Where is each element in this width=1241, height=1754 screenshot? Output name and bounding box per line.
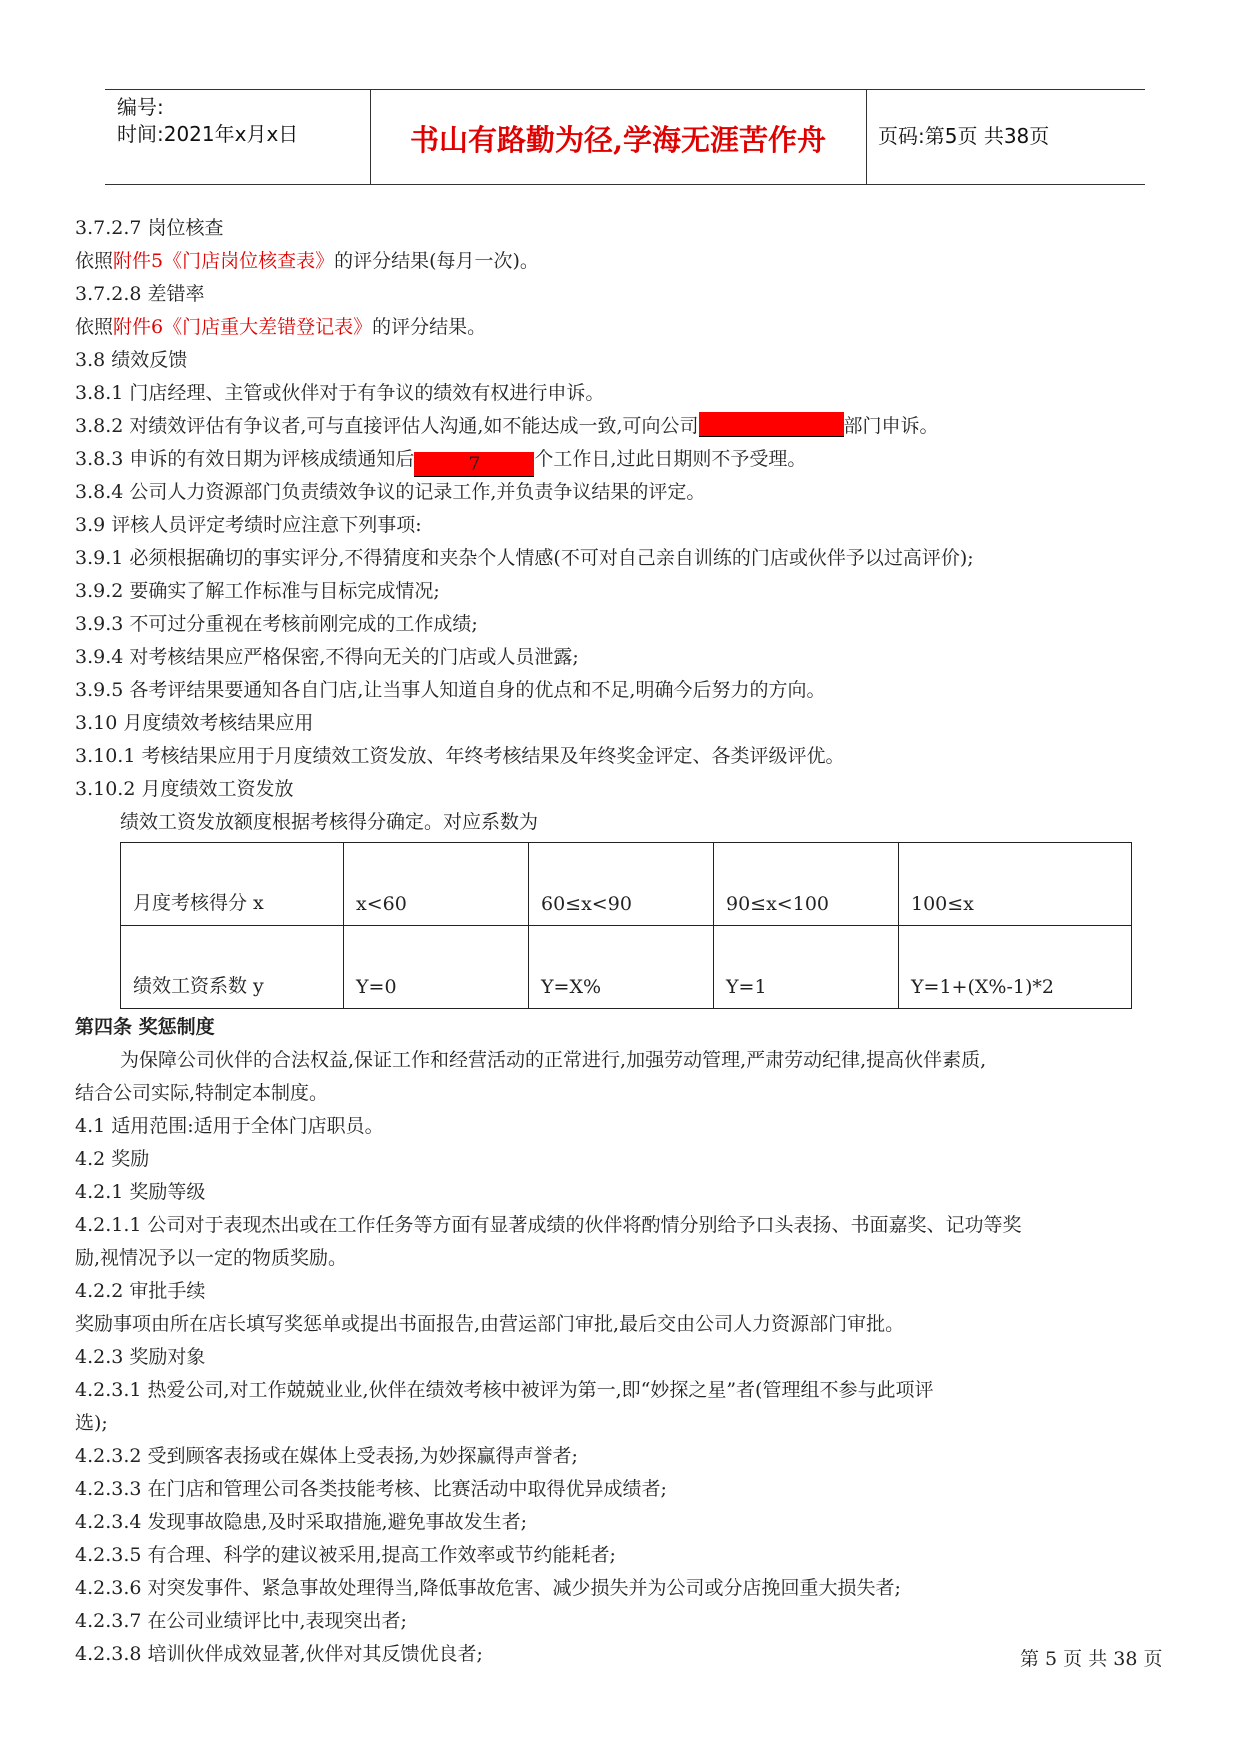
clause-3-8-4: 3.8.4 公司人力资源部门负责绩效争议的记录工作,并负责争议结果的评定。 xyxy=(75,481,706,503)
clause-3-9-5: 3.9.5 各考评结果要通知各自门店,让当事人知道自身的优点和不足,明确今后努力的方向。 xyxy=(75,679,826,701)
section-4-intro: 为保障公司伙伴的合法权益,保证工作和经营活动的正常进行,加强劳动管理,严肃劳动纪律,提高伙伴素质, xyxy=(120,1049,987,1071)
redacted-department-field xyxy=(699,412,844,437)
document-body xyxy=(75,212,1175,1671)
clause-3-8-1: 3.8.1 门店经理、主管或伙伴对于有争议的绩效有权进行申诉。 xyxy=(75,382,605,404)
header-middle-cell xyxy=(370,90,867,184)
heading-3-7-2-8: 3.7.2.8 差错率 xyxy=(75,283,205,305)
clause-3-10-1: 3.10.1 考核结果应用于月度绩效工资发放、年终考核结果及年终奖金评定、各类评级评优。 xyxy=(75,745,845,767)
heading-4-2: 4.2 奖励 xyxy=(75,1148,150,1170)
clause-4-2-3-8: 4.2.3.8 培训伙伴成效显著,伙伴对其反馈优良者; xyxy=(75,1643,483,1665)
table-cell: 90≤x<100 xyxy=(714,843,899,926)
document-number-label: 编号: xyxy=(117,95,164,119)
clause-3-10-2: 3.10.2 月度绩效工资发放 xyxy=(75,778,294,800)
text-segment: 3.8.3 申诉的有效日期为评核成绩通知后 xyxy=(75,448,415,470)
clause-4-2-3-7: 4.2.3.7 在公司业绩评比中,表现突出者; xyxy=(75,1610,407,1632)
clause-3-9-3: 3.9.3 不可过分重视在考核前刚完成的工作成绩; xyxy=(75,613,478,635)
heading-3-9: 3.9 评核人员评定考绩时应注意下列事项: xyxy=(75,514,422,536)
header-page-number: 页码:第5页 共38页 xyxy=(878,124,1050,148)
page-header xyxy=(105,89,1145,185)
clause-3-9-2: 3.9.2 要确实了解工作标准与目标完成情况; xyxy=(75,580,440,602)
table-cell: Y=X% xyxy=(529,926,714,1009)
clause-4-2-3-5: 4.2.3.5 有合理、科学的建议被采用,提高工作效率或节约能耗者; xyxy=(75,1544,616,1566)
clause-3-8-3 xyxy=(75,443,1175,476)
attachment-5-reference: 附件5《门店岗位核查表》 xyxy=(113,250,335,272)
heading-4-2-3: 4.2.3 奖励对象 xyxy=(75,1346,206,1368)
redacted-days-field: 7 xyxy=(414,452,534,477)
header-motto: 书山有路勤为径,学海无涯苦作舟 xyxy=(409,123,827,157)
heading-4-2-2: 4.2.2 审批手续 xyxy=(75,1280,206,1302)
clause-4-2-1-1-cont: 励,视情况予以一定的物质奖励。 xyxy=(75,1247,348,1269)
clause-4-2-3-4: 4.2.3.4 发现事故隐患,及时采取措施,避免事故发生者; xyxy=(75,1511,527,1533)
coefficient-intro: 绩效工资发放额度根据考核得分确定。对应系数为 xyxy=(120,811,539,833)
clause-3-8-2 xyxy=(75,410,1175,443)
clause-4-2-3-1: 4.2.3.1 热爱公司,对工作兢兢业业,伙伴在绩效考核中被评为第一,即“妙探之星”者(管理组不参与此项评 xyxy=(75,1379,934,1401)
text-segment: 3.8.2 对绩效评估有争议者,可与直接评估人沟通,如不能达成一致,可向公司 xyxy=(75,415,699,437)
text-segment: 的评分结果。 xyxy=(372,316,487,338)
heading-3-7-2-7: 3.7.2.7 岗位核查 xyxy=(75,217,224,239)
table-row xyxy=(121,843,1132,926)
clause-4-2-1-1: 4.2.1.1 公司对于表现杰出或在工作任务等方面有显著成绩的伙伴将酌情分别给予口头表扬、书面嘉奖、记功等奖 xyxy=(75,1214,1022,1236)
table-cell: 月度考核得分 x xyxy=(121,843,344,926)
section-4-title: 第四条 奖惩制度 xyxy=(75,1016,215,1038)
table-cell: Y=1 xyxy=(714,926,899,1009)
table-cell: 100≤x xyxy=(899,843,1132,926)
text-segment: 依照 xyxy=(75,316,114,338)
clause-4-2-3-6: 4.2.3.6 对突发事件、紧急事故处理得当,降低事故危害、减少损失并为公司或分店挽回重大损失者; xyxy=(75,1577,901,1599)
page-footer: 第 5 页 共 38 页 xyxy=(1020,1648,1163,1670)
table-cell: 绩效工资系数 y xyxy=(121,926,344,1009)
document-time-label: 时间:2021年x月x日 xyxy=(117,122,299,146)
clause-4-2-3-3: 4.2.3.3 在门店和管理公司各类技能考核、比赛活动中取得优异成绩者; xyxy=(75,1478,667,1500)
table-cell: x<60 xyxy=(344,843,529,926)
clause-3-9-4: 3.9.4 对考核结果应严格保密,不得向无关的门店或人员泄露; xyxy=(75,646,579,668)
heading-3-10: 3.10 月度绩效考核结果应用 xyxy=(75,712,314,734)
table-row xyxy=(121,926,1132,1009)
paragraph-attachment-6 xyxy=(75,311,1175,344)
coefficient-table xyxy=(120,842,1132,1009)
header-left-cell xyxy=(105,90,371,184)
attachment-6-reference: 附件6《门店重大差错登记表》 xyxy=(113,316,373,338)
clause-3-9-1: 3.9.1 必须根据确切的事实评分,不得猜度和夹杂个人情感(不可对自己亲自训练的门店或伙伴予以过高评价); xyxy=(75,547,974,569)
clause-4-2-3-1-cont: 选); xyxy=(75,1412,108,1434)
section-4-intro-cont: 结合公司实际,特制定本制度。 xyxy=(75,1082,329,1104)
text-segment: 部门申诉。 xyxy=(843,415,939,437)
paragraph-attachment-5 xyxy=(75,245,1175,278)
clause-4-1: 4.1 适用范围:适用于全体门店职员。 xyxy=(75,1115,384,1137)
text-segment: 依照 xyxy=(75,250,114,272)
clause-4-2-3-2: 4.2.3.2 受到顾客表扬或在媒体上受表扬,为妙探赢得声誉者; xyxy=(75,1445,578,1467)
table-cell: Y=1+(X%-1)*2 xyxy=(899,926,1132,1009)
heading-3-8: 3.8 绩效反馈 xyxy=(75,349,188,371)
heading-4-2-1: 4.2.1 奖励等级 xyxy=(75,1181,206,1203)
table-cell: 60≤x<90 xyxy=(529,843,714,926)
approval-procedure: 奖励事项由所在店长填写奖惩单或提出书面报告,由营运部门审批,最后交由公司人力资源部门审批。 xyxy=(75,1313,905,1335)
table-cell: Y=0 xyxy=(344,926,529,1009)
text-segment: 的评分结果(每月一次)。 xyxy=(334,250,539,272)
header-right-cell xyxy=(866,90,1145,184)
text-segment: 个工作日,过此日期则不予受理。 xyxy=(534,448,807,470)
